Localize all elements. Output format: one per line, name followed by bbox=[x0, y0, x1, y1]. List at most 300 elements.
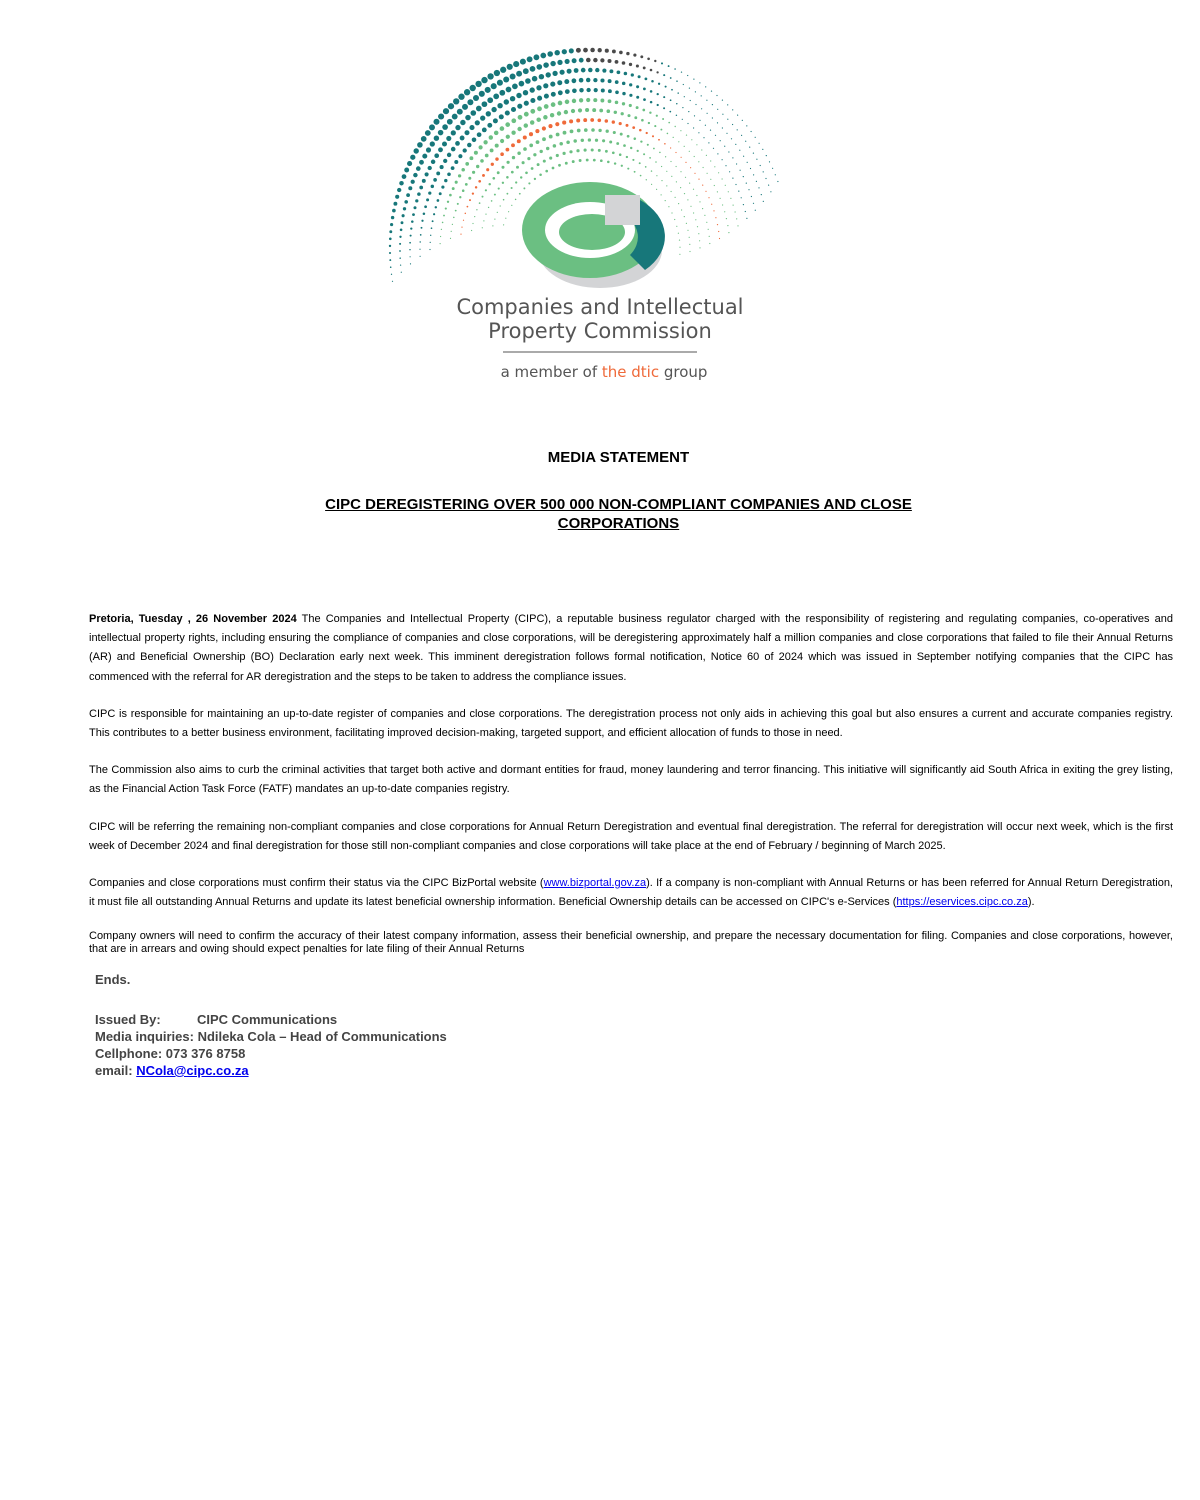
logo-dot bbox=[410, 227, 412, 229]
logo-dot bbox=[679, 247, 680, 248]
logo-dot bbox=[760, 165, 761, 166]
logo-dot bbox=[717, 153, 718, 154]
logo-dot bbox=[711, 91, 712, 92]
logo-dot bbox=[732, 109, 733, 110]
logo-dot bbox=[694, 156, 695, 157]
logo-dot bbox=[605, 49, 609, 53]
logo-dot bbox=[441, 229, 442, 230]
logo-dot bbox=[502, 182, 504, 184]
logo-dot bbox=[478, 180, 481, 183]
logo-dot bbox=[421, 227, 423, 229]
logo-dot bbox=[699, 201, 700, 202]
logo-dot bbox=[674, 219, 675, 220]
logo-dot bbox=[480, 159, 484, 163]
logo-dot bbox=[698, 132, 699, 133]
logo-dot bbox=[693, 127, 694, 128]
logo-dot bbox=[588, 68, 593, 73]
logo-dot bbox=[419, 160, 424, 165]
logo-dot bbox=[586, 88, 590, 92]
logo-dot bbox=[422, 179, 426, 183]
logo-dot bbox=[631, 73, 634, 76]
logo-dot bbox=[506, 135, 510, 139]
logo-dot bbox=[401, 221, 404, 224]
logo-dot bbox=[524, 112, 529, 117]
logo-dot bbox=[627, 168, 629, 170]
logo-dot bbox=[566, 140, 570, 144]
paragraph-6: Company owners will need to confirm the accuracy of their latest company information, assess their beneficial ownership, and prepare the necessary documentation for filing. Companies and close corporations, however, that are in arrears and owing should expect penalties for late filing of their Annual Returns bbox=[89, 930, 1173, 956]
logo-dot bbox=[716, 95, 717, 96]
logo-dot bbox=[602, 139, 605, 142]
logo-dot bbox=[401, 272, 402, 273]
logo-dot bbox=[515, 199, 517, 201]
logo-dot bbox=[600, 99, 604, 103]
logo-dot bbox=[415, 199, 418, 202]
logo-dot bbox=[493, 118, 498, 123]
logo-dot bbox=[445, 208, 447, 210]
bizportal-link[interactable]: www.bizportal.gov.za bbox=[543, 877, 647, 890]
logo-dot bbox=[540, 150, 543, 153]
logo-dot bbox=[550, 61, 555, 66]
logo-dot bbox=[433, 119, 439, 125]
logo-dot bbox=[441, 186, 444, 189]
logo-dot bbox=[629, 63, 632, 66]
logo-dot bbox=[530, 66, 536, 72]
logo-dot bbox=[390, 266, 392, 268]
logo-dot bbox=[428, 191, 431, 194]
logo-dot bbox=[643, 66, 646, 69]
cellphone: Cellphone: 073 376 8758 bbox=[95, 1046, 246, 1061]
logo-dot bbox=[551, 92, 556, 97]
logo-dot bbox=[433, 178, 437, 182]
logo-dot bbox=[714, 166, 715, 167]
logo-dot bbox=[469, 125, 474, 130]
logo-dot bbox=[511, 107, 516, 112]
logo-dot bbox=[442, 222, 444, 224]
logo-dot bbox=[583, 118, 587, 122]
logo-dot bbox=[408, 186, 412, 190]
logo-dot bbox=[698, 161, 699, 162]
paragraph-3: The Commission also aims to curb the criminal activities that target both active and dormant entities for fraud, money laundering and terror financing. This initiative will significantly aid South Africa in exiting the grey listing, as the Financial Action Task Force (FATF) mandates an up-to-date companies registry. bbox=[89, 764, 1173, 796]
logo-dot bbox=[765, 178, 766, 179]
logo-dot bbox=[738, 191, 739, 192]
logo-dot bbox=[676, 103, 677, 104]
logo-dot bbox=[442, 124, 448, 130]
logo-dot bbox=[709, 236, 710, 237]
logo-dot bbox=[615, 60, 619, 64]
logo-dot bbox=[544, 94, 549, 99]
logo-dot bbox=[490, 148, 494, 152]
logo-dot bbox=[536, 85, 541, 90]
logo-dot bbox=[410, 155, 415, 160]
logo-dot bbox=[599, 109, 603, 113]
logo-dot bbox=[621, 112, 624, 115]
logo-dot bbox=[722, 100, 723, 101]
logo-dot bbox=[558, 101, 563, 106]
logo-dot bbox=[458, 154, 462, 158]
logo-dot bbox=[520, 59, 526, 65]
cipc-logo bbox=[360, 20, 800, 420]
paragraph-5: Companies and close corporations must confirm their status via the CIPC BizPortal website (www.bizportal.gov.za). If a company is non-compliant with Annual Returns or has been referred for Annual Return Deregistration, it must file all outstanding Annual Returns and update its latest beneficial ownership information. Beneficial Ownership details can be accessed on CIPC's e-Services (https://eservices.cipc.co.za). bbox=[89, 877, 1173, 909]
logo-dot bbox=[646, 132, 648, 134]
logo-dot bbox=[645, 78, 648, 81]
logo-dot bbox=[675, 126, 676, 127]
logo-dot bbox=[525, 78, 531, 84]
logo-dot bbox=[696, 195, 697, 196]
logo-dot bbox=[449, 194, 452, 197]
logo-dot bbox=[717, 122, 718, 123]
logo-dot bbox=[658, 139, 660, 141]
logo-dot bbox=[564, 110, 568, 114]
logo-dot bbox=[724, 211, 725, 212]
logo-dot bbox=[435, 206, 437, 208]
logo-dot bbox=[416, 166, 421, 171]
logo-dot bbox=[758, 187, 759, 188]
logo-dot bbox=[442, 142, 447, 147]
logo-dot bbox=[527, 157, 530, 160]
email-link[interactable]: NCola@cipc.co.za bbox=[136, 1063, 249, 1078]
logo-dot bbox=[412, 213, 415, 216]
logo-dot bbox=[664, 143, 666, 145]
logo-dot bbox=[419, 241, 420, 242]
logo-dot bbox=[621, 165, 623, 167]
logo-dot bbox=[675, 152, 676, 153]
logo-dot bbox=[590, 118, 594, 122]
logo-dot bbox=[581, 139, 584, 142]
logo-dot bbox=[629, 83, 632, 86]
logo-dot bbox=[602, 69, 606, 73]
logo-dot bbox=[520, 176, 522, 178]
logo-dot bbox=[550, 113, 554, 117]
logo-dot bbox=[391, 216, 394, 219]
logo-dot bbox=[562, 49, 567, 54]
logo-dot bbox=[426, 198, 429, 201]
logo-dot bbox=[530, 87, 535, 92]
logo-dot bbox=[622, 61, 626, 65]
logo-dot bbox=[728, 191, 729, 192]
logo-dot bbox=[390, 223, 393, 226]
logo-dot bbox=[569, 48, 574, 53]
logo-dot bbox=[756, 159, 757, 160]
logo-line-2: Property Commission bbox=[488, 319, 712, 343]
logo-dot bbox=[468, 177, 471, 180]
logo-dot bbox=[697, 226, 698, 227]
logo-dot bbox=[426, 147, 431, 152]
logo-dot bbox=[419, 249, 420, 250]
logo-dot bbox=[766, 155, 767, 156]
logo-dot bbox=[607, 161, 610, 164]
logo-dot bbox=[474, 216, 475, 217]
logo-dot bbox=[695, 91, 696, 92]
logo-dot bbox=[745, 141, 746, 142]
logo-dot bbox=[746, 218, 747, 219]
logo-dot bbox=[608, 89, 612, 93]
logo-dot bbox=[649, 157, 651, 159]
logo-dot bbox=[542, 137, 546, 141]
logo-dot bbox=[413, 173, 417, 177]
logo-dot bbox=[433, 213, 435, 215]
logo-dot bbox=[690, 167, 691, 168]
logo-dot bbox=[636, 85, 639, 88]
logo-dot bbox=[423, 212, 426, 215]
logo-dot bbox=[651, 184, 652, 185]
logo-dot bbox=[476, 209, 477, 210]
logo-dot bbox=[737, 115, 738, 116]
logo-dot bbox=[600, 159, 603, 162]
logo-dot bbox=[656, 115, 658, 117]
logo-dot bbox=[459, 196, 461, 198]
logo-dot bbox=[465, 130, 470, 135]
logo-dot bbox=[480, 115, 485, 120]
logo-dot bbox=[595, 139, 598, 142]
logo-dot bbox=[590, 48, 595, 53]
headline: CIPC DEREGISTERING OVER 500 000 NON-COMPLIANT COMPANIES AND CLOSE CORPORATIONS bbox=[325, 496, 912, 532]
logo-dot bbox=[687, 230, 688, 231]
logo-dot bbox=[701, 108, 702, 109]
logo-dot bbox=[647, 57, 650, 60]
logo-dot bbox=[712, 117, 713, 118]
logo-dot bbox=[499, 90, 505, 96]
logo-dot bbox=[626, 124, 629, 127]
logo-dot bbox=[469, 199, 471, 201]
logo-dot bbox=[629, 104, 632, 107]
logo-dot bbox=[736, 218, 737, 219]
logo-dot bbox=[395, 195, 399, 199]
logo-dot bbox=[763, 171, 764, 172]
logo-dot bbox=[681, 209, 682, 210]
logo-dot bbox=[569, 119, 573, 123]
logo-dot bbox=[491, 83, 497, 89]
logo-dot bbox=[528, 182, 530, 184]
logo-dot bbox=[552, 71, 557, 76]
logo-dot bbox=[463, 220, 464, 221]
logo-dot bbox=[656, 189, 657, 190]
logo-dot bbox=[694, 173, 695, 174]
logo-dot bbox=[557, 111, 561, 115]
statement-body bbox=[89, 610, 1173, 974]
logo-dot bbox=[501, 166, 504, 169]
logo-dot bbox=[675, 197, 676, 198]
logo-dot bbox=[684, 193, 685, 194]
logo-dot bbox=[563, 131, 567, 135]
logo-dot bbox=[447, 173, 451, 177]
logo-dot bbox=[452, 114, 458, 120]
logo-dot bbox=[391, 274, 392, 275]
logo-dot bbox=[474, 151, 478, 155]
logo-dot bbox=[622, 82, 626, 86]
logo-dot bbox=[399, 181, 404, 186]
logo-dot bbox=[524, 123, 528, 127]
logo-dot bbox=[670, 99, 672, 101]
logo-dot bbox=[658, 83, 660, 85]
logo-dot bbox=[726, 133, 727, 134]
logo-dot bbox=[676, 226, 677, 227]
logo-dot bbox=[517, 151, 520, 154]
logo-dot bbox=[699, 247, 700, 248]
logo-dot bbox=[453, 217, 455, 219]
logo-dot bbox=[546, 72, 551, 77]
logo-dot bbox=[542, 126, 546, 130]
logo-dot bbox=[389, 252, 391, 254]
logo-dot bbox=[558, 164, 561, 167]
logo-dot bbox=[665, 200, 666, 201]
logo-dot bbox=[554, 50, 559, 55]
logo-dot bbox=[671, 89, 673, 91]
logo-dot bbox=[727, 225, 728, 226]
logo-dot bbox=[684, 146, 685, 147]
logo-dot bbox=[593, 58, 597, 62]
logo-dot bbox=[389, 259, 391, 261]
logo-dot bbox=[720, 198, 721, 199]
logo-dot bbox=[411, 180, 415, 184]
logo-dot bbox=[511, 131, 515, 135]
logo-dot bbox=[482, 174, 485, 177]
logo-dot bbox=[727, 119, 728, 120]
logo-dot bbox=[632, 159, 634, 161]
logo-dot bbox=[681, 71, 682, 72]
logo-dot bbox=[728, 151, 729, 152]
logo-dot bbox=[543, 115, 547, 119]
logo-dot bbox=[565, 89, 570, 94]
logo-dot bbox=[482, 127, 487, 132]
logo-dot bbox=[438, 147, 443, 152]
logo-dot bbox=[553, 144, 557, 148]
logo-dot bbox=[389, 230, 392, 233]
logo-dot bbox=[460, 120, 465, 125]
logo-dot bbox=[399, 250, 401, 252]
logo-dot bbox=[746, 125, 747, 126]
logo-dot bbox=[572, 88, 577, 93]
logo-dot bbox=[469, 156, 473, 160]
logo-dot bbox=[619, 153, 622, 156]
logo-dot bbox=[753, 203, 754, 204]
logo-dot bbox=[742, 120, 743, 121]
logo-dot bbox=[479, 91, 485, 97]
logo-dot bbox=[448, 103, 454, 109]
logo-dot bbox=[643, 88, 646, 91]
logo-dot bbox=[650, 101, 653, 104]
logo-dot bbox=[718, 231, 719, 232]
logo-dot bbox=[430, 141, 435, 146]
logo-dot bbox=[686, 135, 687, 136]
logo-dot bbox=[436, 171, 440, 175]
logo-dot bbox=[657, 104, 659, 106]
logo-dot bbox=[410, 263, 411, 264]
logo-dot bbox=[634, 137, 637, 140]
logo-dot bbox=[705, 125, 706, 126]
logo-dot bbox=[613, 131, 616, 134]
logo-dot bbox=[543, 160, 546, 163]
logo-dot bbox=[630, 147, 632, 149]
logo-dot bbox=[556, 133, 560, 137]
logo-dot bbox=[717, 191, 718, 192]
logo-dot bbox=[571, 109, 575, 113]
logo-dot bbox=[506, 148, 510, 152]
logo-dot bbox=[665, 86, 667, 88]
logo-dot bbox=[417, 192, 421, 196]
logo-dot bbox=[419, 186, 423, 190]
logo-dot bbox=[676, 181, 677, 182]
logo-dot bbox=[486, 168, 489, 171]
logo-dot bbox=[536, 140, 540, 144]
logo-dot bbox=[693, 79, 694, 80]
logo-dot bbox=[600, 58, 604, 62]
logo-dot bbox=[708, 197, 709, 198]
logo-dot bbox=[695, 219, 696, 220]
logo-dot bbox=[450, 238, 451, 239]
logo-dot bbox=[429, 124, 435, 130]
logo-dot bbox=[717, 224, 718, 225]
logo-dot bbox=[409, 242, 411, 244]
logo-dot bbox=[389, 237, 392, 240]
logo-dot bbox=[471, 230, 472, 231]
logo-dot bbox=[422, 154, 427, 159]
logo-dot bbox=[470, 110, 476, 116]
logo-dot bbox=[443, 108, 449, 114]
logo-dot bbox=[557, 80, 562, 85]
logo-dot bbox=[585, 108, 589, 112]
logo-dot bbox=[425, 172, 429, 176]
logo-dot bbox=[461, 227, 462, 228]
logo-dot bbox=[457, 203, 459, 205]
logo-dot bbox=[663, 96, 665, 98]
logo-dot bbox=[687, 199, 688, 200]
eservices-link[interactable]: https://eservices.cipc.co.za bbox=[896, 896, 1028, 909]
logo-dot bbox=[768, 185, 769, 186]
logo-dot bbox=[491, 107, 496, 112]
logo-dot bbox=[593, 78, 597, 82]
logo-dot bbox=[517, 127, 521, 131]
logo-dot bbox=[626, 52, 629, 55]
logo-dot bbox=[591, 148, 594, 151]
logo-dot bbox=[737, 225, 738, 226]
logo-dot bbox=[612, 120, 615, 123]
logo-dot bbox=[688, 111, 689, 112]
logo-dot bbox=[472, 138, 477, 143]
logo-dot bbox=[446, 136, 451, 141]
logo-dot bbox=[678, 233, 679, 234]
logo-dot bbox=[586, 58, 591, 63]
logo-dot bbox=[601, 88, 605, 92]
logo-dot bbox=[678, 141, 679, 142]
logo-dot bbox=[447, 153, 451, 157]
logo-dot bbox=[659, 152, 661, 154]
logo-dot bbox=[656, 175, 657, 176]
logo-dot bbox=[709, 243, 710, 244]
logo-dot bbox=[404, 200, 408, 204]
logo-dot bbox=[638, 75, 641, 78]
logo-dot bbox=[476, 106, 482, 112]
logo-dot bbox=[680, 130, 681, 131]
logo-dot bbox=[579, 58, 584, 63]
logo-dot bbox=[743, 176, 744, 177]
logo-dot bbox=[519, 193, 521, 195]
logo-dot bbox=[715, 135, 716, 136]
logo-dot bbox=[632, 126, 635, 129]
logo-dot bbox=[555, 122, 559, 126]
logo-dot bbox=[683, 84, 684, 85]
logo-dot bbox=[413, 206, 416, 209]
logo-dot bbox=[488, 183, 490, 185]
logo-dot bbox=[508, 211, 509, 212]
logo-dot bbox=[539, 74, 544, 79]
logo-dot bbox=[671, 191, 672, 192]
logo-dot bbox=[491, 163, 494, 166]
logo-dot bbox=[584, 149, 587, 152]
logo-dot bbox=[753, 174, 754, 175]
logo-dot bbox=[598, 48, 602, 52]
logo-dot bbox=[654, 60, 656, 62]
logo-dot bbox=[531, 167, 534, 170]
